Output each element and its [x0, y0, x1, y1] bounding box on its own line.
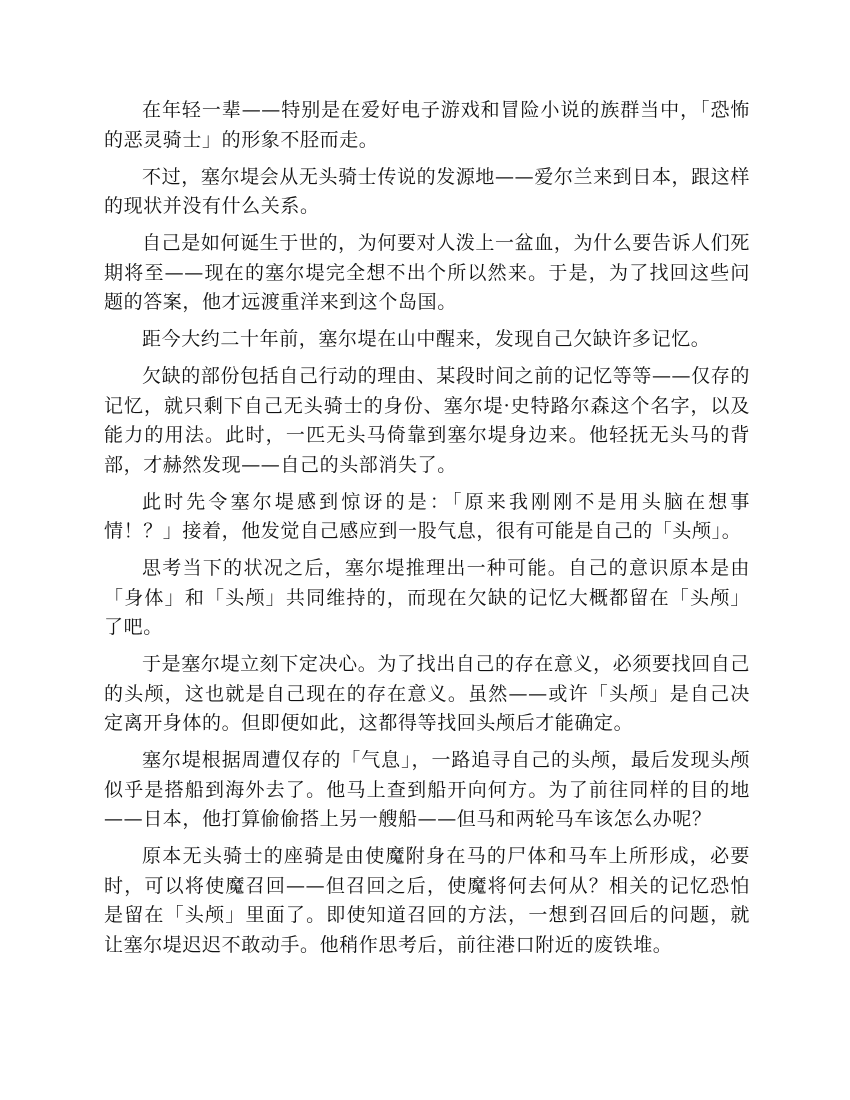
paragraph-4: 距今大约二十年前，塞尔堤在山中醒来，发现自己欠缺许多记忆。 [142, 328, 711, 350]
paragraph-5: 欠缺的部份包括自己行动的理由、某段时间之前的记忆等等——仅存的记忆，就只剩下自己无头骑士的身份、塞尔堤·史特路尔森这个名字，以及能力的用法。此时，一匹无头马倚靠到塞尔堤身边来。他轻抚无头马的背部，才赫然发现——自己的头部消失了。 [104, 365, 750, 476]
paragraph-1: 在年轻一辈——特别是在爱好电子游戏和冒险小说的族群当中，「恐怖的恶灵骑士」的形象不胫而走。 [104, 99, 750, 151]
paragraph-9: 塞尔堤根据周遭仅存的「气息」，一路追寻自己的头颅，最后发现头颅似乎是搭船到海外去了。他马上查到船开向何方。为了前往同样的目的地——日本，他打算偷偷搭上另一艘船——但马和两轮马车该怎么办呢？ [104, 749, 750, 830]
paragraph-6: 此时先令塞尔堤感到惊讶的是：「原来我刚刚不是用头脑在想事情！？」接着，他发觉自己感应到一股气息，很有可能是自己的「头颅」。 [104, 490, 750, 542]
paragraph-2: 不过，塞尔堤会从无头骑士传说的发源地——爱尔兰来到日本，跟这样的现状并没有什么关系。 [104, 165, 750, 217]
paragraph-3: 自己是如何诞生于世的，为何要对人泼上一盆血，为什么要告诉人们死期将至——现在的塞尔堤完全想不出个所以然来。于是，为了找回这些问题的答案，他才远渡重洋来到这个岛国。 [104, 232, 750, 313]
paragraph-10: 原本无头骑士的座骑是由使魔附身在马的尸体和马车上所形成，必要时，可以将使魔召回——但召回之后，使魔将何去何从？相关的记忆恐怕是留在「头颅」里面了。即使知道召回的方法，一想到召回后的问题，就让塞尔堤迟迟不敢动手。他稍作思考后，前往港口附近的废铁堆。 [104, 845, 750, 956]
paragraph-8: 于是塞尔堤立刻下定决心。为了找出自己的存在意义，必须要找回自己的头颅，这也就是自己现在的存在意义。虽然——或许「头颅」是自己决定离开身体的。但即便如此，这都得等找回头颅后才能确定。 [104, 653, 750, 734]
document-page [104, 96, 750, 968]
paragraph-7: 思考当下的状况之后，塞尔堤推理出一种可能。自己的意识原本是由「身体」和「头颅」共同维持的，而现在欠缺的记忆大概都留在「头颅」了吧。 [104, 557, 750, 638]
